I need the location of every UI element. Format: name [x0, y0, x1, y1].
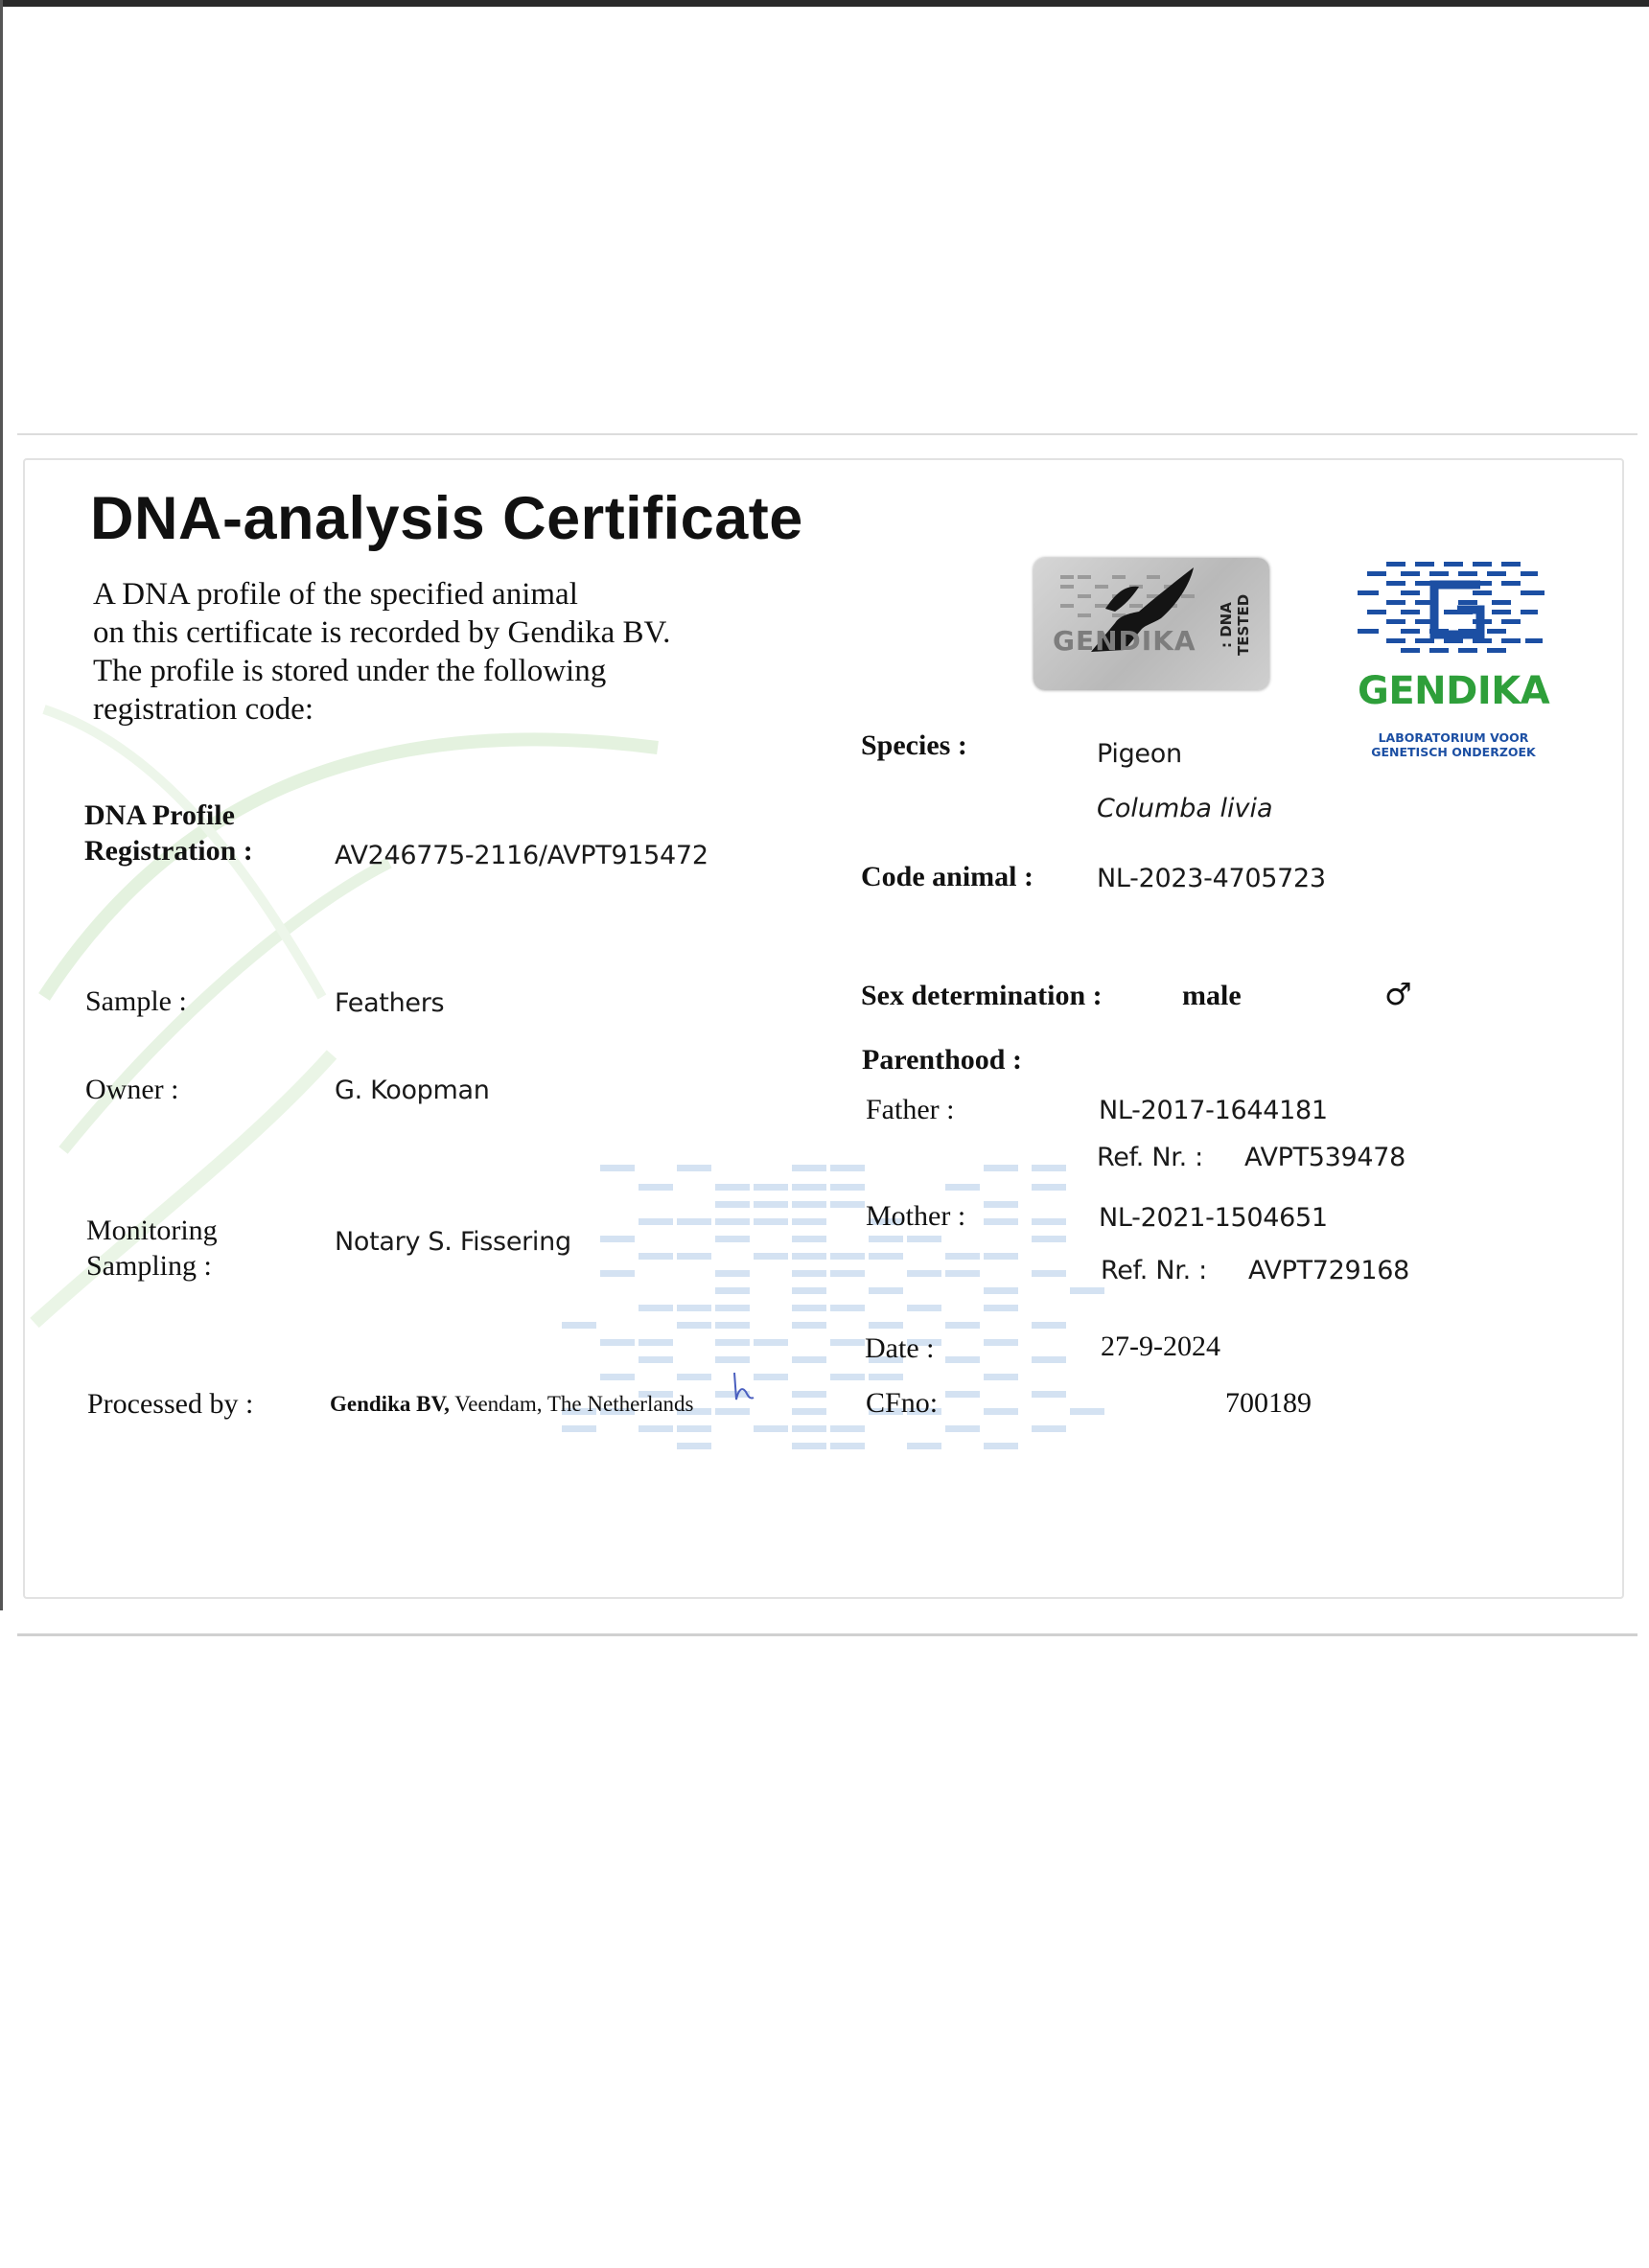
certificate-card — [23, 458, 1624, 1599]
monitoring-value: Notary S. Fissering — [335, 1227, 571, 1257]
species-label: Species : — [861, 729, 967, 761]
intro-line: registration code: — [93, 692, 314, 727]
intro-line: The profile is stored under the following — [93, 654, 607, 688]
scan-edge-top — [0, 0, 1649, 7]
father-value: NL-2017-1644181 — [1099, 1096, 1328, 1125]
cfno-label: CFno: — [866, 1387, 939, 1419]
gendika-grid-watermark — [533, 1165, 1147, 1510]
logo-subtitle-line: LABORATORIUM VOOR — [1378, 730, 1529, 745]
registration-label — [84, 798, 253, 868]
registration-label-line: DNA Profile — [84, 799, 235, 831]
processed-label: Processed by : — [87, 1388, 254, 1420]
certificate-title: DNA-analysis Certificate — [90, 485, 803, 552]
date-value: 27-9-2024 — [1101, 1331, 1220, 1362]
species-common: Pigeon — [1097, 739, 1182, 769]
scan-edge-left — [0, 0, 3, 1610]
mother-value: NL-2021-1504651 — [1099, 1203, 1328, 1233]
sample-value: Feathers — [335, 988, 445, 1018]
cfno-value: 700189 — [1225, 1387, 1312, 1419]
handwritten-initial-mark — [731, 1371, 757, 1405]
registration-label-line: Registration : — [84, 835, 253, 867]
sex-label: Sex determination : — [861, 980, 1103, 1011]
processed-company: Gendika BV, — [330, 1392, 450, 1416]
gendika-g-icon — [1358, 556, 1549, 663]
monitoring-label — [86, 1213, 218, 1284]
seal-brand: GENDIKA — [1053, 625, 1196, 657]
parenthood-label: Parenthood : — [862, 1044, 1022, 1076]
species-latin: Columba livia — [1097, 794, 1273, 823]
logo-subtitle — [1358, 730, 1549, 759]
mother-label: Mother : — [866, 1200, 966, 1232]
code-animal-value: NL-2023-4705723 — [1097, 864, 1326, 893]
logo-wordmark: GENDIKA — [1358, 669, 1550, 713]
father-label: Father : — [866, 1094, 955, 1125]
gendika-logo — [1358, 556, 1549, 776]
code-animal-label: Code animal : — [861, 861, 1034, 892]
logo-subtitle-line: GENETISCH ONDERZOEK — [1371, 745, 1536, 759]
seal-dna-tested: : DNA TESTED — [1218, 593, 1252, 657]
sample-label: Sample : — [85, 985, 187, 1017]
processed-value — [330, 1392, 694, 1417]
male-symbol-icon: ♂ — [1384, 976, 1412, 1012]
father-ref-value: AVPT539478 — [1244, 1143, 1406, 1172]
monitoring-label-line: Monitoring — [86, 1215, 218, 1246]
mother-ref-label: Ref. Nr. : — [1101, 1256, 1207, 1285]
dna-tested-seal — [1034, 558, 1269, 690]
processed-location: Veendam, The Netherlands — [454, 1392, 694, 1416]
mother-ref-value: AVPT729168 — [1248, 1256, 1410, 1285]
monitoring-label-line: Sampling : — [86, 1250, 212, 1282]
sex-value: male — [1182, 980, 1242, 1011]
intro-line: A DNA profile of the specified animal — [93, 577, 578, 612]
intro-text — [93, 575, 783, 729]
intro-line: on this certificate is recorded by Gendika BV. — [93, 615, 671, 650]
registration-code: AV246775-2116/AVPT915472 — [335, 841, 708, 870]
father-ref-label: Ref. Nr. : — [1097, 1143, 1203, 1172]
owner-value: G. Koopman — [335, 1076, 490, 1105]
date-label: Date : — [865, 1332, 935, 1364]
owner-label: Owner : — [85, 1074, 179, 1105]
